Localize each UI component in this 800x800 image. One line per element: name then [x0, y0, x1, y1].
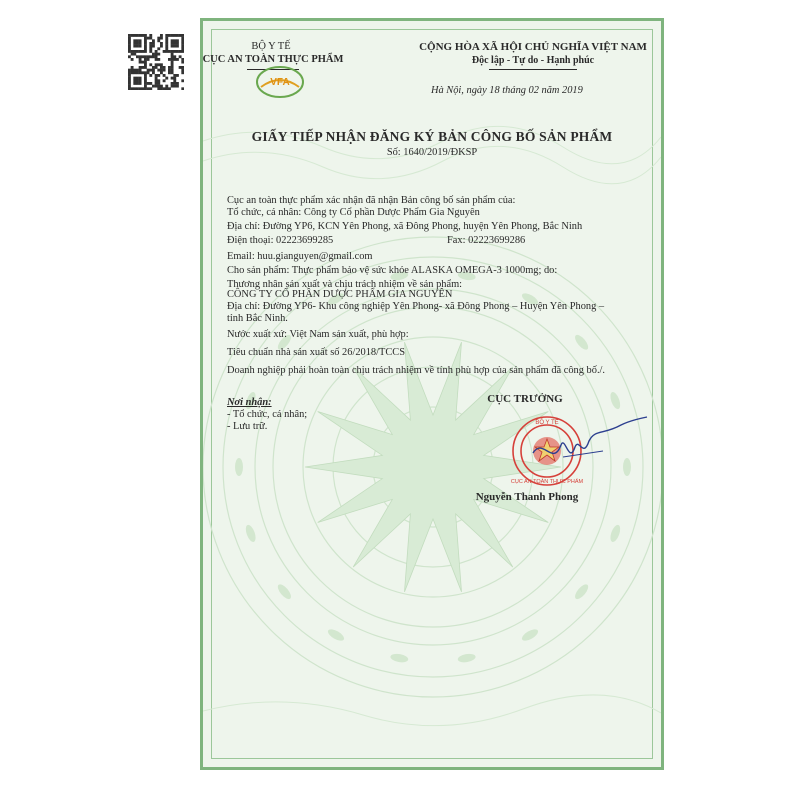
recipient-item: - Lưu trữ. [227, 421, 268, 432]
recipients-heading: Nơi nhận: [227, 397, 272, 408]
fax-number: Fax: 02223699286 [447, 235, 526, 246]
national-motto: Độc lập - Tự do - Hạnh phúc [471, 55, 595, 66]
body-line: Nước xuất xứ: Việt Nam sản xuất, phù hợp: [227, 329, 409, 340]
svg-text:VFA: VFA [270, 77, 290, 88]
body-line: Cục an toàn thực phẩm xác nhận đã nhận Bản công bố sản phẩm của: [227, 195, 516, 206]
country-name: CỘNG HÒA XÃ HỘI CHỦ NGHĨA VIỆT NAM [419, 41, 647, 53]
ministry-name: BỘ Y TẾ [251, 41, 291, 52]
qr-code [128, 34, 184, 90]
signer-name: Nguyễn Thanh Phong [475, 491, 579, 503]
motto-underline [489, 69, 577, 70]
svg-text:CỤC AN TOÀN THỰC PHẨM: CỤC AN TOÀN THỰC PHẨM [510, 479, 584, 485]
document-number: Số: 1640/2019/ĐKSP [386, 147, 478, 158]
document-title: GIẤY TIẾP NHẬN ĐĂNG KÝ BẢN CÔNG BỐ SẢN PHẨM [251, 129, 613, 144]
body-line: Cho sản phẩm: Thực phẩm bảo vệ sức khỏe ALASKA OMEGA-3 1000mg; do: [227, 265, 558, 276]
vfa-logo [255, 65, 305, 99]
place-date: Hà Nội, ngày 18 tháng 02 năm 2019 [431, 85, 583, 96]
recipient-item: - Tổ chức, cá nhân; [227, 409, 308, 420]
body-line: tỉnh Bắc Ninh. [227, 313, 288, 324]
certificate-document [200, 18, 664, 770]
body-line: Thương nhân sản xuất và chịu trách nhiệm về sản phẩm: [227, 279, 463, 290]
body-line: Tổ chức, cá nhân: Công ty Cổ phần Dược Phẩm Gia Nguyên [227, 207, 480, 218]
official-seal [503, 407, 653, 487]
body-line: Điện thoại: 02223699285 [227, 235, 334, 246]
body-line: Email: huu.gianguyen@gmail.com [227, 251, 373, 262]
body-line: Địa chỉ: Đường YP6, KCN Yên Phong, xã Đông Phong, huyện Yên Phong, Bắc Ninh [227, 221, 583, 232]
body-line: Tiêu chuẩn nhà sản xuất số 26/2018/TCCS [227, 347, 405, 358]
svg-text:BỘ Y TẾ: BỘ Y TẾ [535, 420, 559, 426]
body-line: Doanh nghiệp phải hoàn toàn chịu trách nhiệm về tính phù hợp của sản phẩm đã công bố./. [227, 365, 606, 376]
agency-name: CỤC AN TOÀN THỰC PHẨM [202, 54, 344, 65]
body-line: Địa chỉ: Đường YP6- Khu công nghiệp Yên Phong- xã Đông Phong – Huyện Yên Phong – [227, 301, 605, 312]
body-line: CÔNG TY CỔ PHẦN DƯỢC PHẨM GIA NGUYÊN [227, 289, 453, 300]
signer-position: CỤC TRƯỞNG [487, 393, 563, 405]
